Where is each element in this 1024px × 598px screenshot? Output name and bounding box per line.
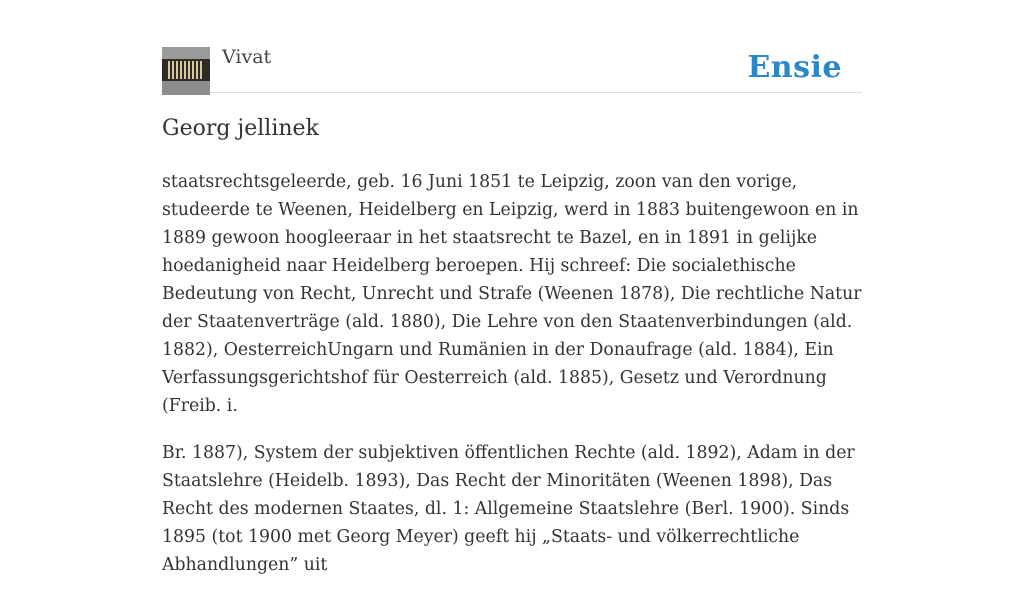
article-title: Georg jellinek [162, 116, 319, 141]
page-container [162, 0, 862, 575]
article-body [162, 168, 866, 598]
article-paragraph: staatsrechtsgeleerde, geb. 16 Juni 1851 te Leipzig, zoon van den vorige, studeerde te Weenen, Heidelberg en Leipzig, werd in 1883 buitengewoon en in 1889 gewoon hoogleeraar in het staatsrecht te Bazel, en in 1891 in gelijke hoedanigheid naar Heidelberg beroepen. Hij schreef: Die socialethische Bedeutung von Recht, Unrecht und Strafe (Weenen 1878), Die rechtliche Natur der Staatenverträge (ald. 1880), Die Lehre von den Staatenverbindungen (ald. 1882), OesterreichUngarn und Rumänien in der Donaufrage (ald. 1884), Ein Verfassungsgerichtshof für Oesterreich (ald. 1885), Gesetz und Verordnung (Freib. i. [162, 172, 862, 416]
ensie-logo[interactable]: Ensie [747, 50, 842, 85]
article-paragraph: Br. 1887), System der subjektiven öffentlichen Rechte (ald. 1892), Adam in der Staatslehre (Heidelb. 1893), Das Recht der Minoritäten (Weenen 1898), Das Recht des modernen Staates, dl. 1: Allgemeine Staatslehre (Berl. 1900). Sinds 1895 (tot 1900 met Georg Meyer) geeft hij „Staats- und völkerrechtliche Abhandlungen” uit [162, 443, 855, 575]
books-avatar-icon[interactable] [162, 47, 210, 95]
author-name[interactable]: Vivat [222, 46, 272, 68]
page-header [162, 0, 862, 93]
